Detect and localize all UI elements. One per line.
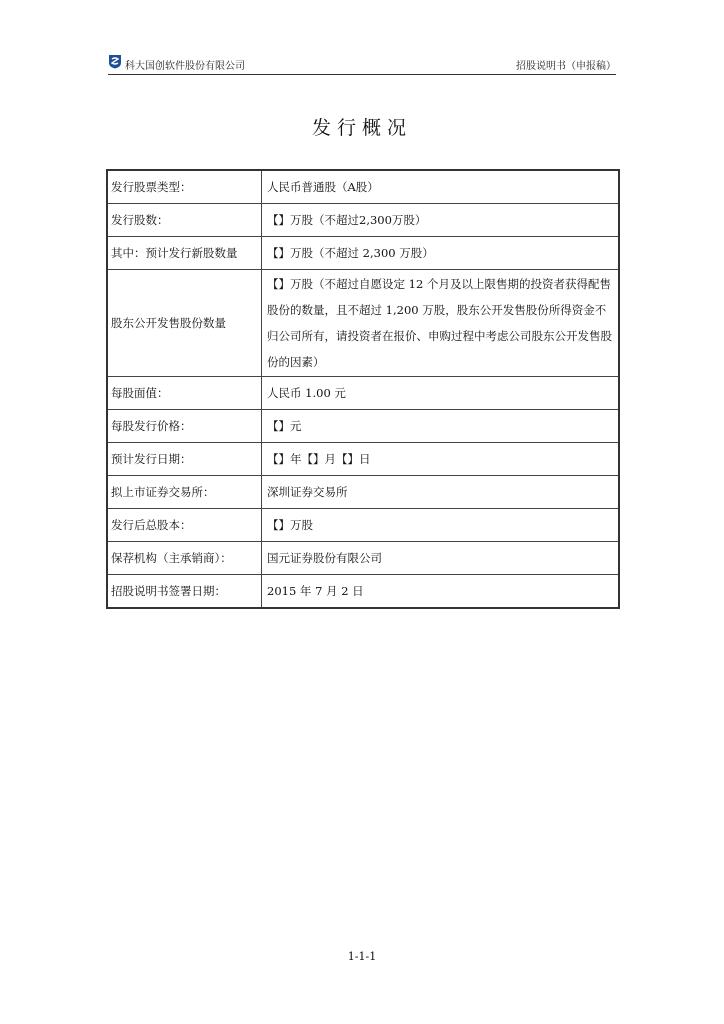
row-label: 招股说明书签署日期： [107,575,262,609]
table-row [107,377,619,410]
row-label: 保荐机构（主承销商）： [107,542,262,575]
table-row [107,410,619,443]
row-label: 每股发行价格： [107,410,262,443]
row-value: 【】万股（不超过2,300万股） [262,204,620,237]
table-row [107,204,619,237]
row-value: 【】万股（不超过 2,300 万股） [262,237,620,270]
table-row [107,476,619,509]
row-value: 【】万股（不超过自愿设定 12 个月及以上限售期的投资者获得配售股份的数量，且不超过 1,200 万股，股东公开发售股份所得资金不归公司所有，请投资者在报价、申购过程中考虑公司股东公开发售股份的因素） [262,270,620,377]
company-logo-icon [108,54,122,69]
row-value: 【】万股 [262,509,620,542]
row-value: 【】元 [262,410,620,443]
table-row [107,509,619,542]
row-label: 每股面值： [107,377,262,410]
row-value: 深圳证券交易所 [262,476,620,509]
row-value: 2015 年 7 月 2 日 [262,575,620,609]
row-label: 发行股数： [107,204,262,237]
row-label: 发行股票类型： [107,170,262,204]
row-label: 发行后总股本： [107,509,262,542]
page-title: 发行概况 [311,117,412,139]
row-label: 预计发行日期： [107,443,262,476]
row-value: 【】年【】月【】日 [262,443,620,476]
table-row [107,237,619,270]
row-value: 人民币普通股（A股） [262,170,620,204]
row-label: 拟上市证券交易所： [107,476,262,509]
row-value: 国元证券股份有限公司 [262,542,620,575]
table-row [107,270,619,377]
table-row [107,575,619,609]
row-value: 人民币 1.00 元 [262,377,620,410]
page-number: 1-1-1 [347,950,377,963]
document-type: 招股说明书（申报稿） [516,61,616,72]
row-label: 股东公开发售股份数量 [107,270,262,377]
company-name: 科大国创软件股份有限公司 [125,61,245,72]
table-row [107,542,619,575]
table-row [107,170,619,204]
table-row [107,443,619,476]
row-label: 其中：预计发行新股数量 [107,237,262,270]
offering-overview-table [106,169,620,609]
page-header [108,52,616,75]
